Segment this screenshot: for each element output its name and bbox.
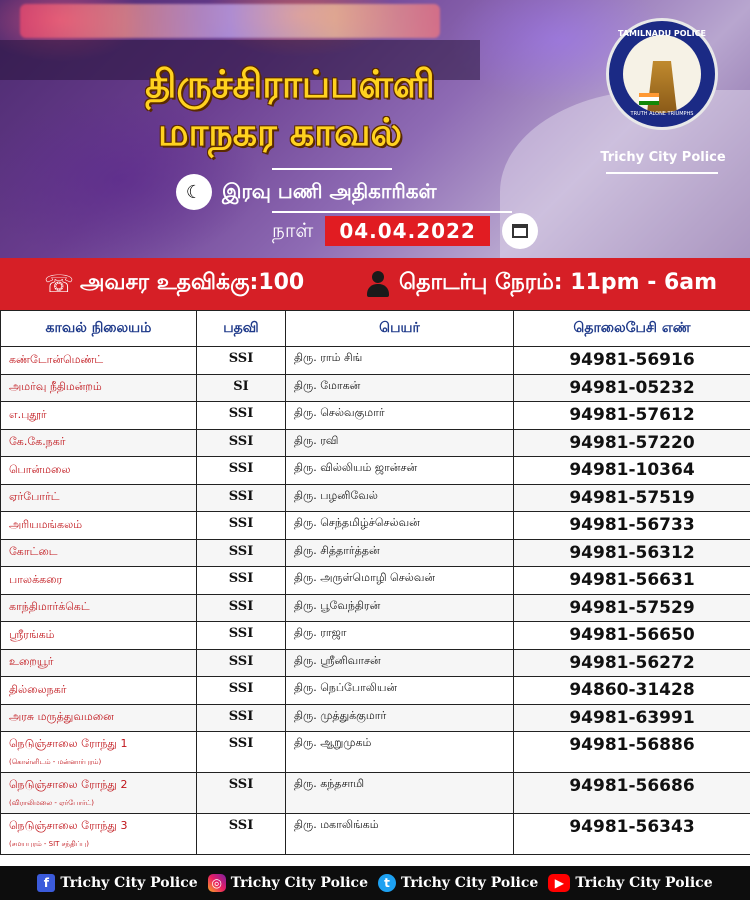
phone-number-cell: 94981-56886: [514, 732, 750, 773]
rank-cell: SSI: [197, 732, 286, 773]
station-cell: [1, 539, 197, 567]
officer-table: [0, 310, 750, 855]
station-cell: [1, 814, 197, 855]
station-route: (கொள்ளிடம் - மன்னார்புரம்): [9, 758, 102, 766]
phone-number-cell: 94981-10364: [514, 457, 750, 485]
station-cell: [1, 773, 197, 814]
station-cell: [1, 429, 197, 457]
rank-cell: SSI: [197, 539, 286, 567]
rank-cell: SSI: [197, 814, 286, 855]
station-name: உறையூர்: [9, 655, 54, 669]
officer-name-cell: திரு. பழனிவேல்: [286, 484, 514, 512]
night-shift-icon: ☾: [176, 174, 212, 210]
station-cell: [1, 732, 197, 773]
phone-number-cell: 94981-56733: [514, 512, 750, 540]
title-line-2: மாநகர காவல்: [157, 110, 403, 154]
social-link[interactable]: [37, 874, 197, 892]
person-icon: [365, 270, 391, 298]
phone-number-cell: 94981-56312: [514, 539, 750, 567]
date-label: நாள்: [272, 217, 314, 242]
social-label: Trichy City Police: [230, 875, 368, 891]
station-name: கண்டோன்மெண்ட்: [9, 352, 104, 366]
table-row: [1, 539, 750, 567]
social-footer: [0, 866, 750, 900]
station-name: தில்லைநகர்: [9, 682, 67, 696]
officer-name-cell: திரு. ராஜா: [286, 622, 514, 650]
social-label: Trichy City Police: [60, 875, 198, 891]
emblem-center: [623, 35, 701, 113]
table-row: [1, 622, 750, 650]
table-row: [1, 732, 750, 773]
table-row: [1, 649, 750, 677]
station-cell: [1, 567, 197, 595]
header-banner: [0, 0, 750, 258]
social-label: Trichy City Police: [575, 875, 713, 891]
officer-name-cell: திரு. கந்தசாமி: [286, 773, 514, 814]
officer-name-cell: திரு. முத்துக்குமார்: [286, 704, 514, 732]
officer-name-cell: திரு. ரவி: [286, 429, 514, 457]
rank-cell: SSI: [197, 649, 286, 677]
officer-name-cell: திரு. மகாலிங்கம்: [286, 814, 514, 855]
phone-number-cell: 94981-57220: [514, 429, 750, 457]
social-link[interactable]: [378, 874, 538, 892]
rank-cell: SSI: [197, 594, 286, 622]
contact-time-info: [365, 270, 717, 298]
station-name: கோட்டை: [9, 545, 58, 559]
header-phone: தொலைபேசி எண்: [514, 311, 750, 347]
station-name: அரியமங்கலம்: [9, 517, 83, 531]
officer-name-cell: திரு. செல்வகுமார்: [286, 402, 514, 430]
info-bar: [0, 258, 750, 310]
station-name: அரசு மருத்துவமனை: [9, 710, 114, 724]
rank-cell: SSI: [197, 622, 286, 650]
emergency-info: [0, 270, 365, 298]
table-header-row: [1, 311, 750, 347]
station-cell: [1, 374, 197, 402]
instagram-icon: ◎: [208, 874, 226, 892]
table-row: [1, 704, 750, 732]
table-row: [1, 814, 750, 855]
date-value: 04.04.2022: [325, 216, 490, 246]
table-row: [1, 347, 750, 375]
rank-cell: SSI: [197, 457, 286, 485]
table-row: [1, 402, 750, 430]
temple-tower-icon: [647, 61, 677, 113]
table-row: [1, 374, 750, 402]
phone-number-cell: 94981-56272: [514, 649, 750, 677]
phone-number-cell: 94981-63991: [514, 704, 750, 732]
table-row: [1, 773, 750, 814]
phone-number-cell: 94981-56686: [514, 773, 750, 814]
station-name: ஏர்போர்ட்: [9, 490, 60, 504]
station-cell: [1, 704, 197, 732]
table-row: [1, 567, 750, 595]
officer-name-cell: திரு. வில்லியம் ஜான்சன்: [286, 457, 514, 485]
header-rank: பதவி: [197, 311, 286, 347]
header-station: காவல் நிலையம்: [1, 311, 197, 347]
officer-name-cell: திரு. சித்தார்த்தன்: [286, 539, 514, 567]
social-label: Trichy City Police: [401, 875, 539, 891]
subtitle-rule-top: [272, 168, 392, 170]
table-row: [1, 512, 750, 540]
phone-number-cell: 94860-31428: [514, 677, 750, 705]
subtitle-row: [176, 172, 437, 212]
tamilnadu-police-emblem: [606, 18, 718, 130]
officer-name-cell: திரு. ஸ்ரீனிவாசன்: [286, 649, 514, 677]
station-name: காந்திமார்க்கெட்: [9, 600, 90, 614]
table-body: [1, 347, 750, 855]
rank-cell: SSI: [197, 484, 286, 512]
rank-cell: SI: [197, 374, 286, 402]
social-link[interactable]: [548, 874, 712, 892]
phone-number-cell: 94981-57529: [514, 594, 750, 622]
phone-number-cell: 94981-05232: [514, 374, 750, 402]
phone-number-cell: 94981-56343: [514, 814, 750, 855]
brand-name: Trichy City Police: [600, 150, 726, 165]
header-name: பெயர்: [286, 311, 514, 347]
phone-number-cell: 94981-57519: [514, 484, 750, 512]
contact-time-text: தொடர்பு நேரம்: 11pm - 6am: [399, 270, 718, 295]
table-row: [1, 457, 750, 485]
rank-cell: SSI: [197, 677, 286, 705]
station-cell: [1, 512, 197, 540]
rank-cell: SSI: [197, 704, 286, 732]
station-name: நெடுஞ்சாலை ரோந்து 1: [9, 737, 128, 750]
station-cell: [1, 402, 197, 430]
phone-icon: ☏: [44, 270, 75, 298]
phone-number-cell: 94981-57612: [514, 402, 750, 430]
phone-number-cell: 94981-56650: [514, 622, 750, 650]
police-lights-decoration: [20, 4, 440, 38]
emblem-motto: TRUTH ALONE TRIUMPHS: [630, 111, 694, 117]
station-name: ஸ்ரீரங்கம்: [9, 627, 55, 641]
subtitle: இரவு பணி அதிகாரிகள்: [222, 178, 437, 203]
brand-underline: [606, 172, 718, 174]
officer-name-cell: திரு. பூவேந்திரன்: [286, 594, 514, 622]
rank-cell: SSI: [197, 567, 286, 595]
twitter-icon: t: [378, 874, 396, 892]
station-name: நெடுஞ்சாலை ரோந்து 3: [9, 819, 128, 832]
station-cell: [1, 594, 197, 622]
table-row: [1, 677, 750, 705]
officer-name-cell: திரு. செந்தமிழ்ச்செல்வன்: [286, 512, 514, 540]
station-name: அமர்வு நீதிமன்றம்: [9, 380, 102, 394]
rank-cell: SSI: [197, 773, 286, 814]
station-route: (விராலிமலை - ஏர்போர்ட்): [9, 799, 95, 807]
phone-number-cell: 94981-56916: [514, 347, 750, 375]
rank-cell: SSI: [197, 347, 286, 375]
station-cell: [1, 622, 197, 650]
officer-name-cell: திரு. அருள்மொழி செல்வன்: [286, 567, 514, 595]
officer-name-cell: திரு. மோகன்: [286, 374, 514, 402]
officer-name-cell: திரு. ராம் சிங்: [286, 347, 514, 375]
table-row: [1, 594, 750, 622]
phone-number-cell: 94981-56631: [514, 567, 750, 595]
rank-cell: SSI: [197, 512, 286, 540]
table-row: [1, 484, 750, 512]
station-route: (சமயபுரம் - SIT சந்திப்பு): [9, 840, 89, 848]
emblem-top-text: TAMILNADU POLICE: [618, 29, 706, 38]
station-name: எ.புதூர்: [9, 407, 47, 421]
station-name: கே.கே.நகர்: [9, 435, 66, 449]
station-cell: [1, 649, 197, 677]
flag-icon: [639, 93, 659, 105]
subtitle-rule-bottom: [272, 211, 512, 213]
station-name: பொன்மலை: [9, 462, 71, 476]
officer-name-cell: திரு. நெப்போலியன்: [286, 677, 514, 705]
title-line-1: திருச்சிராப்பள்ளி: [145, 62, 435, 106]
station-name: நெடுஞ்சாலை ரோந்து 2: [9, 778, 128, 791]
social-link[interactable]: [208, 874, 368, 892]
officer-table-container: [0, 310, 750, 866]
facebook-icon: f: [37, 874, 55, 892]
station-cell: [1, 677, 197, 705]
rank-cell: SSI: [197, 402, 286, 430]
youtube-icon: ▶: [548, 874, 570, 892]
table-row: [1, 429, 750, 457]
calendar-icon: [502, 213, 538, 249]
date-row: [272, 214, 538, 248]
rank-cell: SSI: [197, 429, 286, 457]
station-name: பாலக்கரை: [9, 572, 63, 586]
emergency-text: அவசர உதவிக்கு:100: [80, 270, 305, 295]
officer-name-cell: திரு. ஆறுமுகம்: [286, 732, 514, 773]
station-cell: [1, 484, 197, 512]
station-cell: [1, 347, 197, 375]
station-cell: [1, 457, 197, 485]
